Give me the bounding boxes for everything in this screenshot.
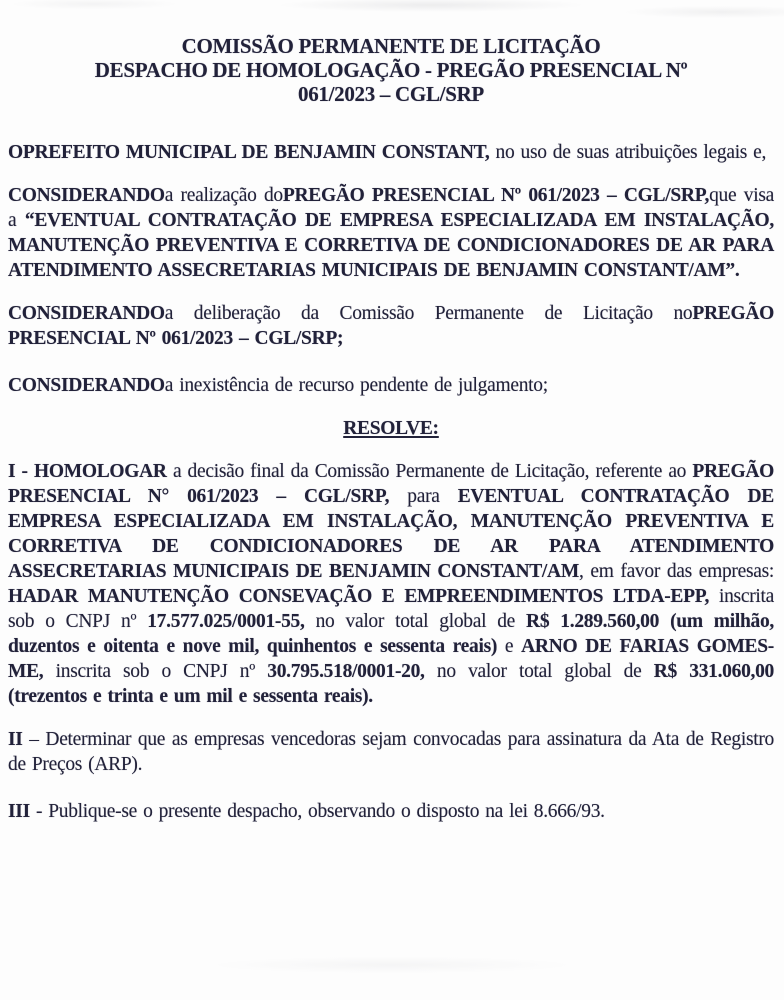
paragraph-item-i-run: I - HOMOLOGAR: [8, 461, 167, 482]
paragraph-considerando-1-run: “EVENTUAL CONTRATAÇÃO DE EMPRESA ESPECIALIZADA EM INSTALAÇÃO, MANUTENÇÃO PREVENTIVA E CORRETIVA DE CONDICIONADORES DE AR PARA ATENDIMENTO ASSECRETARIAS MUNICIPAIS DE BENJAMIN CONSTANT/AM”.: [8, 210, 774, 281]
paragraph-item-i-run: EVENTUAL CONTRATAÇÃO DE EMPRESA ESPECIALIZADA EM INSTALAÇÃO, MANUTENÇÃO PREVENTIVA E CORRETIVA DE CONDICIONADORES DE AR PARA ATENDIMENTO ASSECRETARIAS MUNICIPAIS DE BENJAMIN CONSTANT/AM: [8, 486, 774, 582]
paragraph-considerando-3-run: a inexistência de recurso pendente de julgamento;: [164, 375, 548, 396]
document-title: [8, 34, 774, 106]
paragraph-item-i: [8, 459, 774, 709]
document-title-line-1: COMISSÃO PERMANENTE DE LICITAÇÃO: [181, 34, 601, 58]
paragraph-considerando-1-run: a realização do: [164, 185, 283, 206]
paragraph-considerando-2-run: PREGÃO PRESENCIAL Nº 061/2023 – CGL/SRP;: [8, 303, 774, 349]
heading-resolve-run: RESOLVE:: [343, 418, 439, 439]
paragraph-considerando-3: [8, 373, 774, 398]
paragraph-item-iii: [8, 799, 774, 824]
paragraph-preamble: [8, 140, 774, 165]
paragraph-item-i-run: R$ 331.060,00 (trezentos e trinta e um mil e sessenta reais).: [8, 661, 775, 707]
paragraph-preamble-run: OPREFEITO MUNICIPAL DE BENJAMIN CONSTANT,: [8, 142, 490, 163]
paragraph-item-i-run: 17.577.025/0001-55,: [147, 611, 305, 632]
paragraph-item-i-run: inscrita sob o CNPJ nº: [8, 586, 774, 632]
paragraph-considerando-1-run: que visa a: [8, 185, 774, 231]
paragraph-considerando-3-run: CONSIDERANDO: [8, 375, 165, 396]
document-title-line-2: DESPACHO DE HOMOLOGAÇÃO - PREGÃO PRESENCIAL Nº: [94, 58, 688, 82]
paragraph-considerando-2-run: CONSIDERANDO: [8, 303, 165, 324]
paragraph-item-i-run: a decisão final da Comissão Permanente de Licitação, referente ao: [166, 461, 693, 482]
paragraph-item-i-run: PREGÃO PRESENCIAL N° 061/2023 – CGL/SRP,: [8, 461, 774, 507]
paragraph-item-i-run: para: [389, 486, 458, 507]
paragraph-considerando-1-run: CONSIDERANDO: [8, 185, 165, 206]
heading-resolve: [8, 416, 774, 441]
paragraph-item-i-run: 30.795.518/0001-20,: [267, 661, 425, 682]
paragraph-considerando-1: [8, 183, 774, 283]
paragraph-preamble-run: no uso de suas atribuições legais e,: [489, 142, 767, 163]
paragraph-considerando-2: [8, 301, 774, 351]
paragraph-considerando-2-run: a deliberação da Comissão Permanente de Licitação no: [164, 303, 693, 324]
paragraph-item-ii-run: – Determinar que as empresas vencedoras sejam convocadas para assinatura da Ata de Registro de Preços (ARP).: [8, 729, 774, 775]
paragraph-item-iii-run: III: [8, 801, 30, 822]
paragraph-item-iii-run: - Publique-se o presente despacho, observando o disposto na lei 8.666/93.: [29, 801, 605, 822]
paragraph-item-i-run: ARNO DE FARIAS GOMES-ME,: [8, 636, 774, 682]
paragraph-item-i-run: no valor total global de: [424, 661, 654, 682]
paragraph-item-i-run: inscrita sob o CNPJ nº: [43, 661, 268, 682]
paragraph-item-i-run: no valor total global de: [304, 611, 527, 632]
paragraph-item-i-run: R$ 1.289.560,00 (um milhão, duzentos e oitenta e nove mil, quinhentos e sessenta reais): [8, 611, 774, 657]
paragraph-item-ii-run: II: [8, 729, 23, 750]
paragraph-item-i-run: , em favor das empresas:: [578, 561, 774, 582]
document-body: [8, 140, 774, 824]
paragraph-item-ii: [8, 727, 774, 777]
paragraph-item-i-run: HADAR MANUTENÇÃO CONSEVAÇÃO E EMPREENDIMENTOS LTDA-EPP,: [8, 586, 710, 607]
document-title-line-3: 061/2023 – CGL/SRP: [298, 82, 484, 106]
paragraph-considerando-1-run: PREGÃO PRESENCIAL Nº 061/2023 – CGL/SRP,: [282, 185, 710, 206]
paragraph-item-i-run: e: [497, 636, 522, 657]
